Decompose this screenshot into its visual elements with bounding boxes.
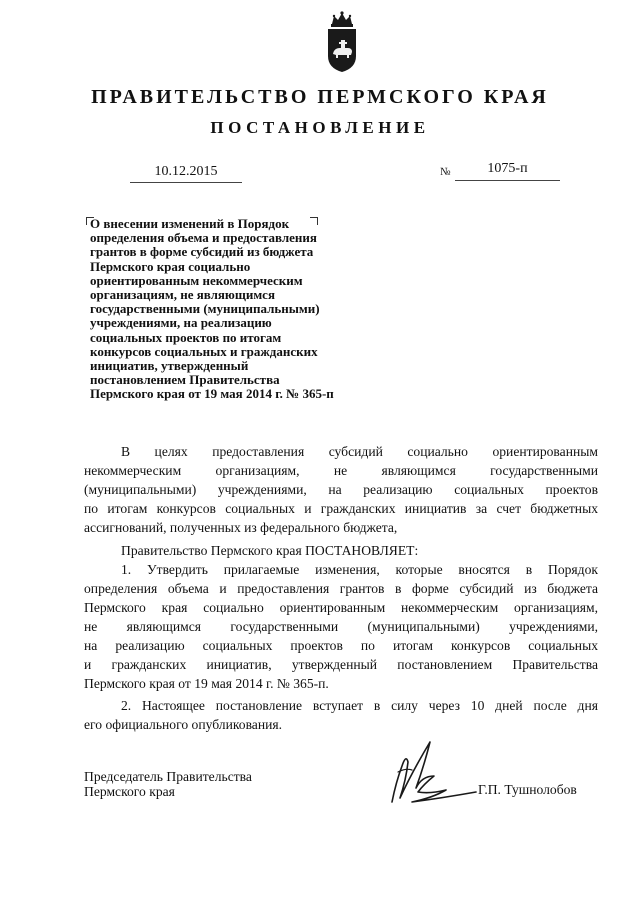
document-type: ПОСТАНОВЛЕНИЕ <box>210 118 430 137</box>
text-line: (муниципальными) учреждениями, на реализацию социальных проектов <box>84 482 598 497</box>
handwritten-signature <box>372 732 482 812</box>
document-number: 1075-п <box>455 160 560 181</box>
text-line: не являющимся государственными (муниципальными) учреждениями, <box>84 619 598 634</box>
position-line: Председатель Правительства <box>84 769 252 784</box>
text-line: его официального опубликования. <box>84 717 283 732</box>
signatory-position <box>84 769 252 799</box>
subject-line: конкурсов социальных и гражданских <box>90 343 318 359</box>
document-date: 10.12.2015 <box>130 162 242 183</box>
text-line: 1. Утвердить прилагаемые изменения, которые вносятся в Порядок <box>121 562 598 577</box>
government-title: ПРАВИТЕЛЬСТВО ПЕРМСКОГО КРАЯ <box>91 86 549 108</box>
position-line: Пермского края <box>84 784 175 799</box>
coat-of-arms-emblem <box>322 10 362 74</box>
subject-line: ориентированным некоммерческим <box>90 272 303 288</box>
signatory-name: Г.П. Тушнолобов <box>478 782 577 797</box>
text-line: Пермского края социально ориентированным некоммерческим организациям, <box>84 600 598 615</box>
number-label: № <box>440 166 451 178</box>
text-line: Правительство Пермского края ПОСТАНОВЛЯЕТ: <box>121 543 419 558</box>
text-line: Пермского края от 19 мая 2014 г. № 365-п. <box>84 676 329 691</box>
document-subject <box>90 217 390 402</box>
text-line: определения объема и предоставления грантов в форме субсидий из бюджета <box>84 581 598 596</box>
paragraph-resolution <box>84 541 598 560</box>
text-line: 2. Настоящее постановление вступает в силу через 10 дней после дня <box>121 698 598 713</box>
text-line: на реализацию социальных проектов по итогам конкурсов социальных <box>84 638 598 653</box>
text-line: В целях предоставления субсидий социально ориентированным <box>121 444 598 459</box>
text-line: некоммерческим организациям, не являющимся государственными <box>84 463 598 478</box>
subject-line: инициатив, утвержденный <box>90 358 249 374</box>
text-line: по итогам конкурсов социальных и гражданских инициатив за счет бюджетных <box>84 501 598 516</box>
subject-line: грантов в форме субсидий из бюджета <box>90 244 314 260</box>
paragraph-preamble <box>84 442 598 537</box>
subject-line: учреждениями, на реализацию <box>90 315 272 331</box>
subject-line: социальных проектов по итогам <box>90 329 282 345</box>
text-line: и гражданских инициатив, утвержденный постановлением Правительства <box>84 657 598 672</box>
subject-line: государственными (муниципальными) <box>90 301 320 317</box>
subject-line: организациям, не являющимся <box>90 287 275 303</box>
text-line: ассигнований, полученных из федерального бюджета, <box>84 520 398 535</box>
paragraph-item-2 <box>84 696 598 734</box>
subject-line: постановлением Правительства <box>90 372 280 388</box>
subject-line: Пермского края социально <box>90 258 251 274</box>
subject-line: О внесении изменений в Порядок <box>90 216 290 231</box>
subject-line: Пермского края от 19 мая 2014 г. № 365-п <box>90 386 334 402</box>
paragraph-item-1 <box>84 560 598 693</box>
subject-line: определения объема и предоставления <box>90 230 317 246</box>
